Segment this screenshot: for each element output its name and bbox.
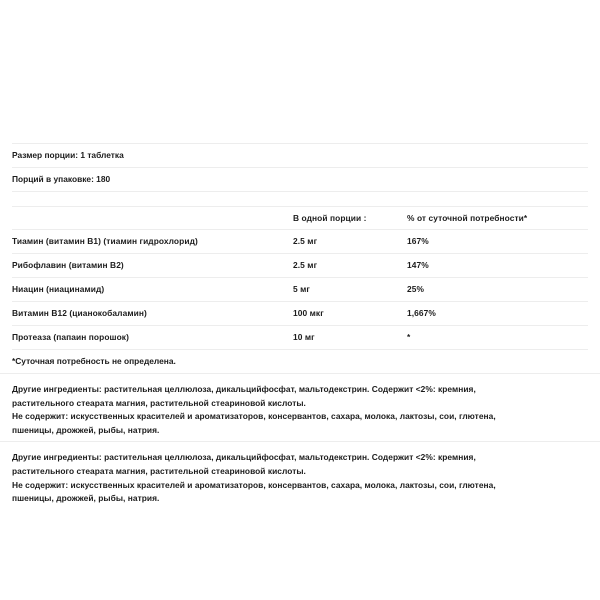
nutrient-daily-value: 167% <box>407 236 429 247</box>
other-ingredients-line: Другие ингредиенты: растительная целлюлоза, дикальцийфосфат, мальтодекстрин. Содержит <2%: кремния, <box>12 452 476 463</box>
free-from-paragraph <box>12 410 588 437</box>
free-from-line: Не содержит: искусственных красителей и ароматизаторов, консервантов, сахара, молока, лактозы, сои, глютена, <box>12 411 496 422</box>
column-header-per-serving: В одной порции : <box>293 212 367 223</box>
free-from-line: пшеницы, дрожжей, рыбы, натрия. <box>12 493 160 504</box>
column-header-nutrient <box>12 207 293 230</box>
nutrient-name: Протеаза (папаин порошок) <box>12 332 129 343</box>
daily-value-footnote-row <box>12 350 588 374</box>
nutrient-name: Тиамин (витамин B1) (тиамин гидрохлорид) <box>12 236 198 247</box>
free-from-paragraph <box>12 479 588 506</box>
daily-value-footnote: *Суточная потребность не определена. <box>12 356 176 367</box>
serving-size-text: Размер порции: 1 таблетка <box>12 150 124 161</box>
table-row <box>12 278 588 302</box>
table-row <box>12 254 588 278</box>
other-ingredients-paragraph <box>12 383 588 410</box>
other-ingredients-line: Другие ингредиенты: растительная целлюлоза, дикальцийфосфат, мальтодекстрин. Содержит <2%: кремния, <box>12 384 476 394</box>
table-header-row <box>12 207 588 230</box>
free-from-line: пшеницы, дрожжей, рыбы, натрия. <box>12 424 160 435</box>
servings-per-container-row <box>12 168 588 192</box>
table-row <box>12 302 588 326</box>
other-ingredients-line: растительного стеарата магния, растительной стеариновой кислоты. <box>12 397 306 408</box>
nutrient-daily-value: * <box>407 332 411 343</box>
nutrient-amount: 2.5 мг <box>293 236 318 247</box>
nutrient-daily-value: 147% <box>407 260 429 271</box>
supplement-facts-table <box>12 143 588 373</box>
servings-per-container-text: Порций в упаковке: 180 <box>12 174 111 185</box>
nutrient-name: Витамин B12 (цианокобаламин) <box>12 308 147 319</box>
free-from-line: Не содержит: искусственных красителей и ароматизаторов, консервантов, сахара, молока, лактозы, сои, глютена, <box>12 479 496 490</box>
nutrient-name: Рибофлавин (витамин B2) <box>12 260 124 271</box>
nutrient-amount: 100 мкг <box>293 308 324 319</box>
nutrient-daily-value: 25% <box>407 284 425 295</box>
table-row <box>12 326 588 350</box>
nutrient-daily-value: 1,667% <box>407 308 436 319</box>
column-header-daily-value: % от суточной потребности* <box>407 212 528 223</box>
nutrient-amount: 10 мг <box>293 332 315 343</box>
serving-size-row <box>12 144 588 168</box>
supplement-facts-section <box>0 143 600 373</box>
other-ingredients-line: растительного стеарата магния, растительной стеариновой кислоты. <box>12 465 306 476</box>
ingredients-block-2 <box>0 441 600 505</box>
other-ingredients-paragraph <box>12 451 588 478</box>
table-spacer-cell <box>12 192 588 207</box>
table-row <box>12 230 588 254</box>
ingredients-block-1 <box>0 373 600 437</box>
nutrient-amount: 2.5 мг <box>293 260 318 271</box>
table-spacer-row <box>12 192 588 207</box>
nutrient-name: Ниацин (ниацинамид) <box>12 284 105 295</box>
nutrient-amount: 5 мг <box>293 284 311 295</box>
